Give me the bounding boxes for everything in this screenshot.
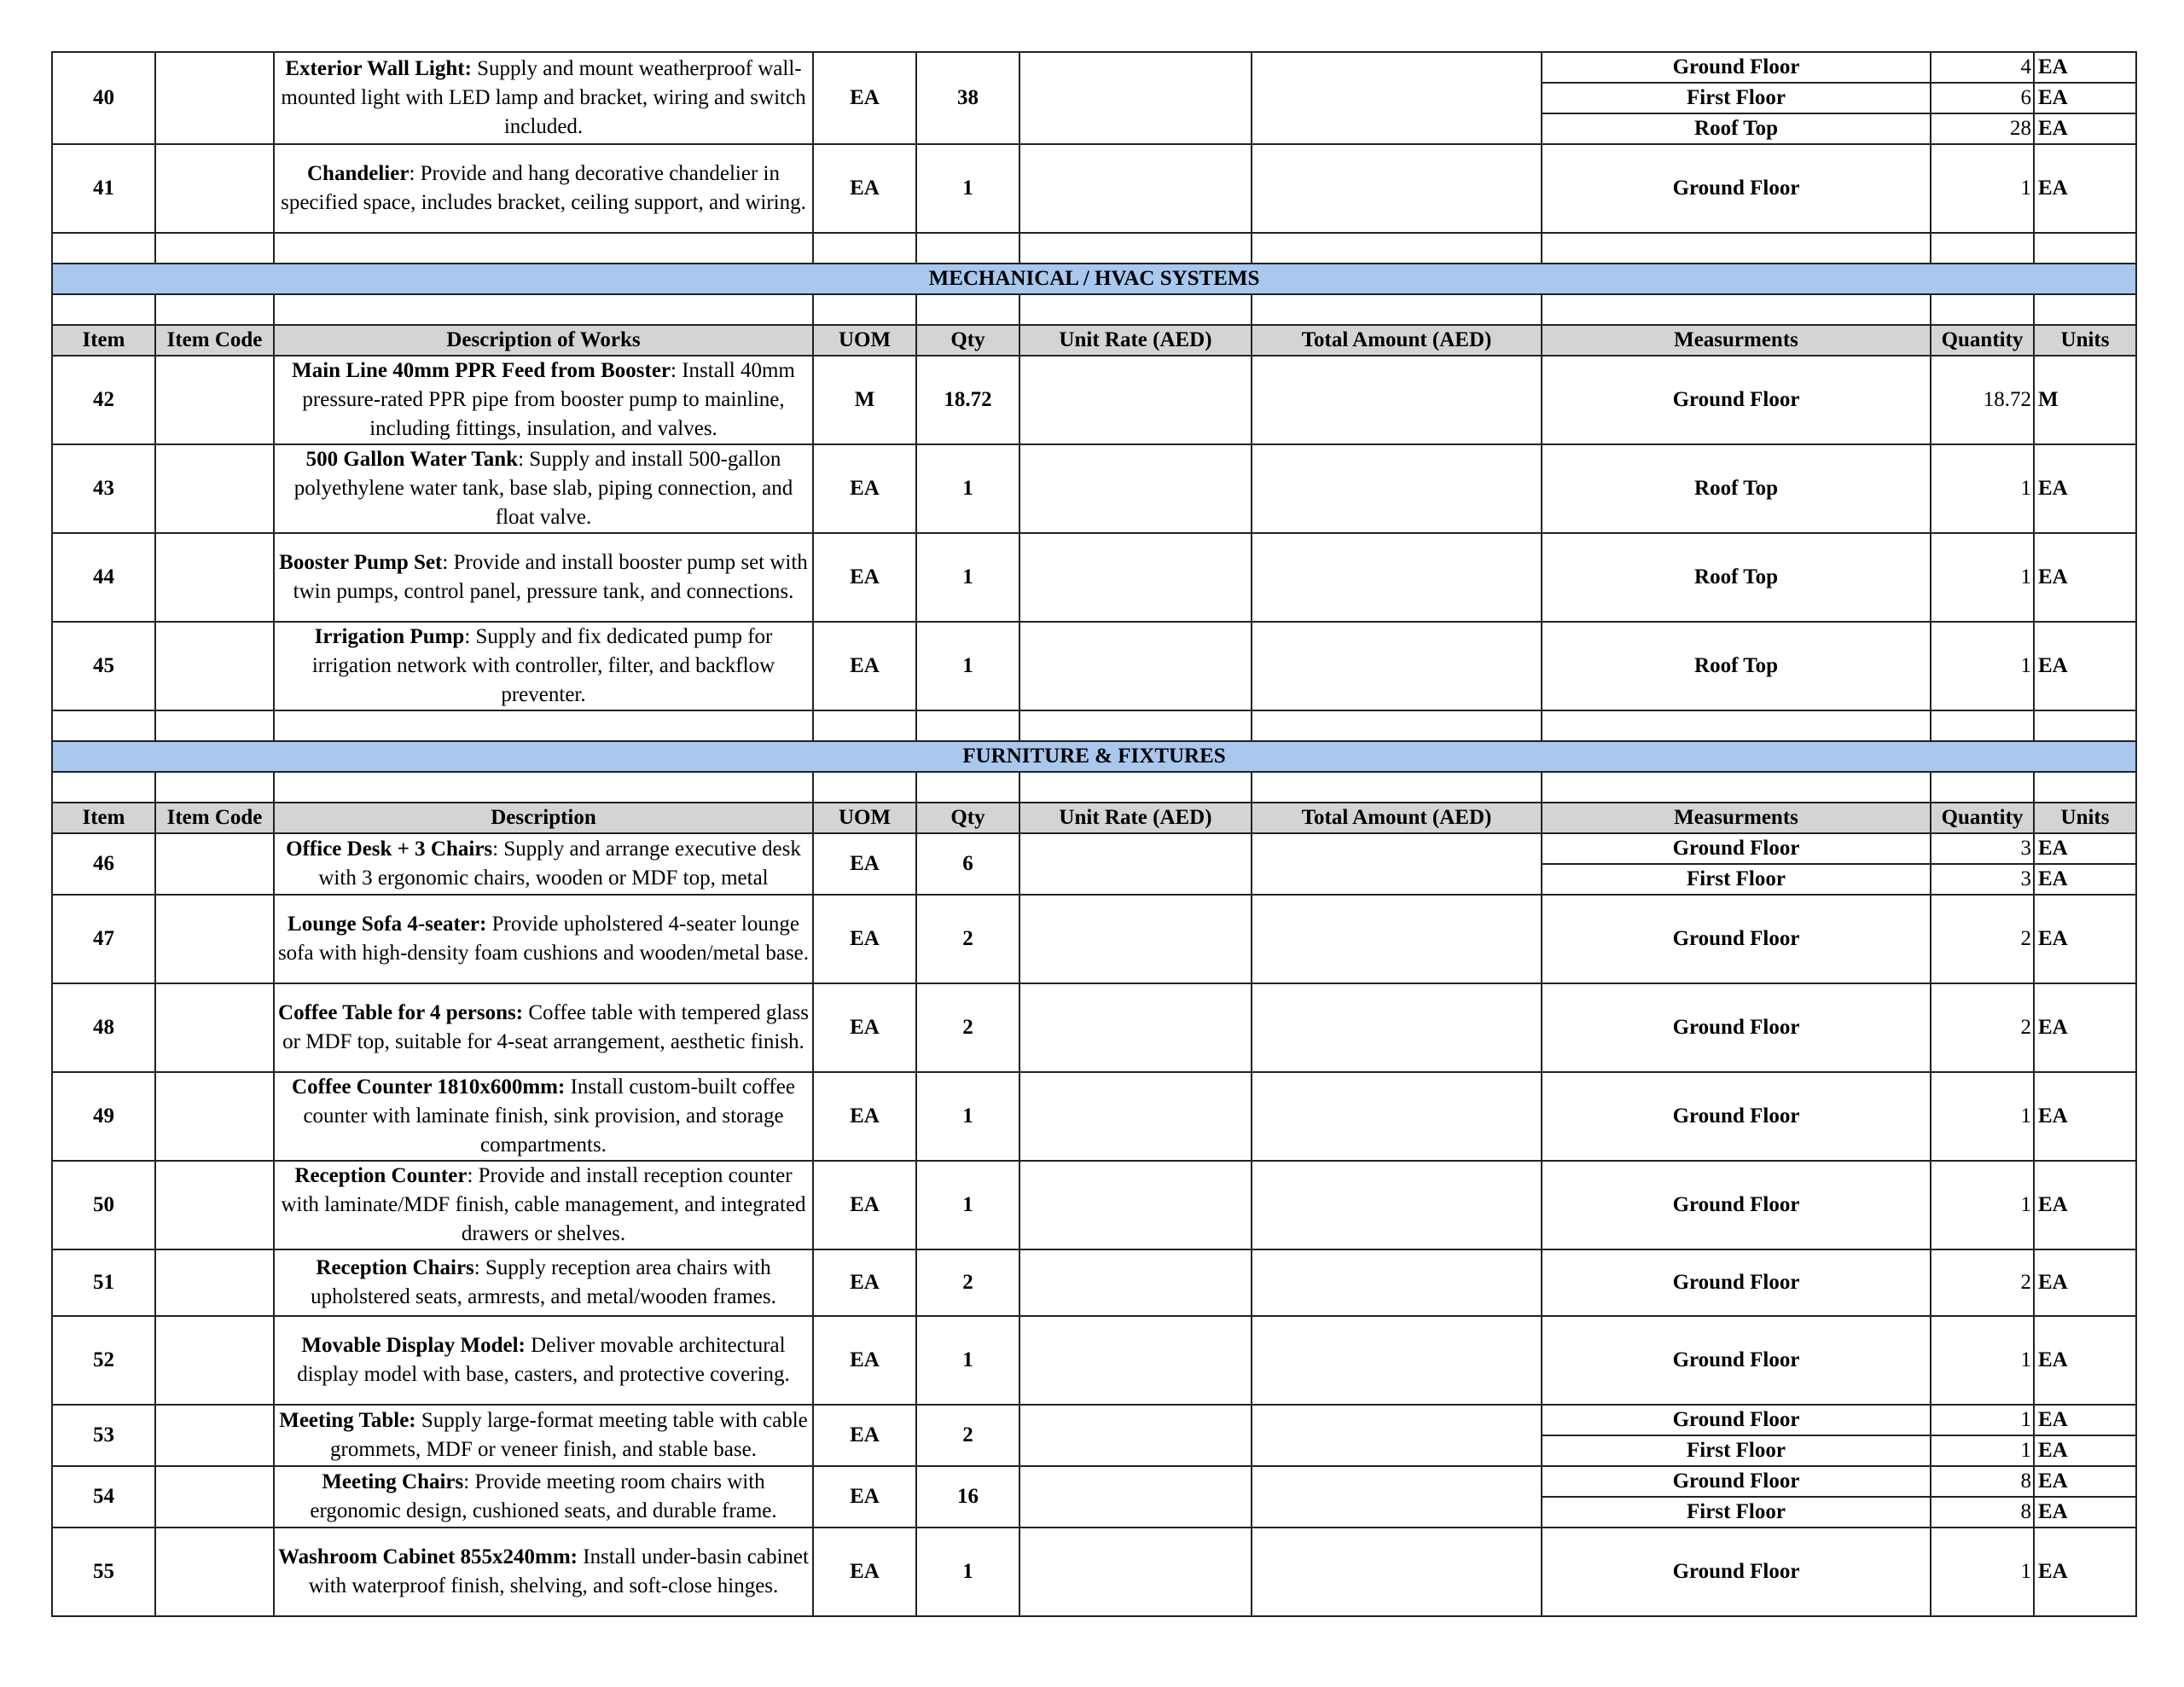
unit-rate-cell: [1019, 1072, 1252, 1161]
qty-cell: 16: [916, 1466, 1019, 1528]
description-title: Office Desk + 3 Chairs: [286, 838, 493, 861]
item-number: 54: [52, 1466, 155, 1528]
measurement-unit: EA: [2034, 1316, 2136, 1405]
spacer-row: [52, 710, 2136, 741]
empty-cell: [1542, 772, 1931, 803]
empty-cell: [2034, 710, 2136, 741]
table-row: [52, 622, 2136, 710]
column-header-code: Item Code: [155, 325, 274, 356]
uom-cell: M: [813, 356, 916, 444]
column-header-rate: Unit Rate (AED): [1019, 803, 1252, 833]
measurement-quantity: 1: [1931, 144, 2034, 233]
boq-sheet: [51, 51, 2137, 1617]
column-header-total: Total Amount (AED): [1252, 325, 1542, 356]
empty-cell: [916, 710, 1019, 741]
total-amount-cell: [1252, 444, 1542, 533]
empty-cell: [155, 710, 274, 741]
measurement-location: Ground Floor: [1542, 895, 1931, 983]
column-header-meas: Measurments: [1542, 325, 1931, 356]
table-row: [52, 833, 2136, 864]
measurement-location: Ground Floor: [1542, 356, 1931, 444]
measurement-location: Ground Floor: [1542, 983, 1931, 1072]
item-number: 46: [52, 833, 155, 895]
table-row: [52, 1249, 2136, 1316]
qty-cell: 18.72: [916, 356, 1019, 444]
unit-rate-cell: [1019, 144, 1252, 233]
measurement-quantity: 2: [1931, 1249, 2034, 1316]
empty-cell: [52, 233, 155, 264]
qty-cell: 2: [916, 1249, 1019, 1316]
item-number: 41: [52, 144, 155, 233]
uom-cell: EA: [813, 833, 916, 895]
description-cell: [274, 1405, 813, 1466]
description-text: : Provide meeting room chairs with ergonomic design, cushioned seats, and durable frame.: [310, 1470, 777, 1522]
item-number: 40: [52, 52, 155, 144]
description-title: Lounge Sofa 4-seater:: [288, 913, 487, 936]
measurement-location: Roof Top: [1542, 622, 1931, 710]
measurement-location: Ground Floor: [1542, 1316, 1931, 1405]
column-header-quantity: Quantity: [1931, 803, 2034, 833]
measurement-location: First Floor: [1542, 1497, 1931, 1528]
measurement-quantity: 3: [1931, 864, 2034, 895]
description-text: : Provide and hang decorative chandelier in specified space, includes bracket, ceiling support, and wiring.: [281, 162, 806, 214]
description-text: : Supply reception area chairs with upholstered seats, armrests, and metal/wooden frames.: [311, 1256, 776, 1308]
item-code: [155, 144, 274, 233]
description-cell: [274, 52, 813, 144]
uom-cell: EA: [813, 1249, 916, 1316]
description-cell: [274, 1161, 813, 1249]
measurement-quantity: 1: [1931, 533, 2034, 622]
description-title: Coffee Counter 1810x600mm:: [292, 1075, 566, 1099]
measurement-quantity: 6: [1931, 83, 2034, 113]
empty-cell: [2034, 772, 2136, 803]
uom-cell: EA: [813, 1466, 916, 1528]
item-number: 42: [52, 356, 155, 444]
item-number: 53: [52, 1405, 155, 1466]
measurement-location: First Floor: [1542, 1435, 1931, 1466]
column-header-qty: Qty: [916, 803, 1019, 833]
column-header-desc: Description: [274, 803, 813, 833]
item-code: [155, 622, 274, 710]
uom-cell: EA: [813, 895, 916, 983]
description-text: Install custom-built coffee counter with laminate finish, sink provision, and storage compartments.: [303, 1075, 795, 1157]
empty-cell: [274, 294, 813, 325]
description-title: Reception Counter: [294, 1164, 468, 1187]
total-amount-cell: [1252, 144, 1542, 233]
description-cell: [274, 1528, 813, 1616]
total-amount-cell: [1252, 533, 1542, 622]
table-row: [52, 356, 2136, 444]
empty-cell: [274, 710, 813, 741]
spacer-row: [52, 294, 2136, 325]
column-header-desc: Description of Works: [274, 325, 813, 356]
item-number: 50: [52, 1161, 155, 1249]
description-text: Coffee table with tempered glass or MDF top, suitable for 4-seat arrangement, aesthetic finish.: [282, 1001, 809, 1053]
column-header-uom: UOM: [813, 325, 916, 356]
empty-cell: [52, 710, 155, 741]
empty-cell: [2034, 294, 2136, 325]
measurement-unit: EA: [2034, 1435, 2136, 1466]
column-header-units: Units: [2034, 325, 2136, 356]
measurement-location: Ground Floor: [1542, 52, 1931, 83]
measurement-location: Ground Floor: [1542, 1466, 1931, 1497]
empty-cell: [52, 294, 155, 325]
measurement-quantity: 3: [1931, 833, 2034, 864]
measurement-location: Ground Floor: [1542, 1528, 1931, 1616]
measurement-quantity: 1: [1931, 1405, 2034, 1435]
table-row: [52, 895, 2136, 983]
measurement-unit: EA: [2034, 1161, 2136, 1249]
empty-cell: [813, 772, 916, 803]
total-amount-cell: [1252, 1405, 1542, 1466]
measurement-quantity: 4: [1931, 52, 2034, 83]
column-header-row: [52, 803, 2136, 833]
unit-rate-cell: [1019, 833, 1252, 895]
column-header-qty: Qty: [916, 325, 1019, 356]
measurement-quantity: 8: [1931, 1497, 2034, 1528]
total-amount-cell: [1252, 356, 1542, 444]
item-code: [155, 444, 274, 533]
description-title: Meeting Chairs: [322, 1470, 464, 1493]
measurement-unit: EA: [2034, 533, 2136, 622]
empty-cell: [274, 772, 813, 803]
item-code: [155, 895, 274, 983]
measurement-quantity: 8: [1931, 1466, 2034, 1497]
qty-cell: 6: [916, 833, 1019, 895]
measurement-location: Ground Floor: [1542, 1405, 1931, 1435]
description-cell: [274, 444, 813, 533]
empty-cell: [916, 233, 1019, 264]
measurement-unit: EA: [2034, 83, 2136, 113]
unit-rate-cell: [1019, 983, 1252, 1072]
measurement-unit: EA: [2034, 52, 2136, 83]
item-number: 47: [52, 895, 155, 983]
measurement-unit: EA: [2034, 1466, 2136, 1497]
unit-rate-cell: [1019, 1405, 1252, 1466]
item-code: [155, 1466, 274, 1528]
column-header-meas: Measurments: [1542, 803, 1931, 833]
qty-cell: 1: [916, 1072, 1019, 1161]
measurement-unit: EA: [2034, 144, 2136, 233]
empty-cell: [1252, 294, 1542, 325]
column-header-item: Item: [52, 325, 155, 356]
empty-cell: [1931, 294, 2034, 325]
measurement-quantity: 2: [1931, 895, 2034, 983]
uom-cell: EA: [813, 1161, 916, 1249]
spacer-row: [52, 772, 2136, 803]
measurement-location: First Floor: [1542, 83, 1931, 113]
measurement-unit: EA: [2034, 983, 2136, 1072]
measurement-location: Ground Floor: [1542, 1072, 1931, 1161]
uom-cell: EA: [813, 1072, 916, 1161]
measurement-unit: EA: [2034, 622, 2136, 710]
item-number: 43: [52, 444, 155, 533]
empty-cell: [274, 233, 813, 264]
measurement-quantity: 1: [1931, 1072, 2034, 1161]
description-text: : Install 40mm pressure-rated PPR pipe from booster pump to mainline, including fittings, insulation, and valves.: [302, 359, 795, 440]
uom-cell: EA: [813, 1528, 916, 1616]
item-code: [155, 1161, 274, 1249]
empty-cell: [1931, 233, 2034, 264]
description-cell: [274, 833, 813, 895]
measurement-unit: EA: [2034, 444, 2136, 533]
description-cell: [274, 1249, 813, 1316]
measurement-quantity: 18.72: [1931, 356, 2034, 444]
description-text: Provide upholstered 4-seater lounge sofa with high-density foam cushions and wooden/metal base.: [277, 913, 810, 965]
qty-cell: 38: [916, 52, 1019, 144]
total-amount-cell: [1252, 1316, 1542, 1405]
table-row: [52, 1161, 2136, 1249]
uom-cell: EA: [813, 444, 916, 533]
empty-cell: [2034, 233, 2136, 264]
measurement-quantity: 1: [1931, 622, 2034, 710]
table-row: [52, 1072, 2136, 1161]
unit-rate-cell: [1019, 1161, 1252, 1249]
empty-cell: [813, 294, 916, 325]
table-row: [52, 983, 2136, 1072]
measurement-location: Ground Floor: [1542, 1161, 1931, 1249]
measurement-unit: EA: [2034, 1528, 2136, 1616]
total-amount-cell: [1252, 1072, 1542, 1161]
item-code: [155, 533, 274, 622]
description-text: Install under-basin cabinet with waterproof finish, shelving, and soft-close hinges.: [308, 1545, 809, 1597]
measurement-unit: M: [2034, 356, 2136, 444]
description-title: Coffee Table for 4 persons:: [278, 1001, 524, 1024]
column-header-quantity: Quantity: [1931, 325, 2034, 356]
uom-cell: EA: [813, 52, 916, 144]
table-row: [52, 1466, 2136, 1497]
qty-cell: 1: [916, 622, 1019, 710]
measurement-unit: EA: [2034, 1072, 2136, 1161]
qty-cell: 1: [916, 1528, 1019, 1616]
qty-cell: 2: [916, 983, 1019, 1072]
description-title: Washroom Cabinet 855x240mm:: [278, 1545, 578, 1568]
empty-cell: [1019, 772, 1252, 803]
column-header-row: [52, 325, 2136, 356]
total-amount-cell: [1252, 622, 1542, 710]
measurement-location: First Floor: [1542, 864, 1931, 895]
description-cell: [274, 895, 813, 983]
description-title: Reception Chairs: [316, 1256, 474, 1279]
measurement-quantity: 2: [1931, 983, 2034, 1072]
description-title: Exterior Wall Light:: [285, 57, 472, 80]
item-code: [155, 983, 274, 1072]
unit-rate-cell: [1019, 622, 1252, 710]
description-text: Deliver movable architectural display model with base, casters, and protective covering.: [297, 1334, 790, 1386]
uom-cell: EA: [813, 144, 916, 233]
uom-cell: EA: [813, 533, 916, 622]
empty-cell: [1252, 710, 1542, 741]
column-header-units: Units: [2034, 803, 2136, 833]
table-row: [52, 144, 2136, 233]
measurement-unit: EA: [2034, 895, 2136, 983]
uom-cell: EA: [813, 1316, 916, 1405]
empty-cell: [1019, 710, 1252, 741]
item-code: [155, 356, 274, 444]
item-code: [155, 1072, 274, 1161]
column-header-uom: UOM: [813, 803, 916, 833]
empty-cell: [1252, 233, 1542, 264]
section-title: MECHANICAL / HVAC SYSTEMS: [52, 264, 2136, 294]
measurement-quantity: 1: [1931, 1528, 2034, 1616]
total-amount-cell: [1252, 833, 1542, 895]
measurement-quantity: 1: [1931, 1435, 2034, 1466]
column-header-item: Item: [52, 803, 155, 833]
description-title: Irrigation Pump: [314, 625, 465, 648]
empty-cell: [1931, 710, 2034, 741]
item-number: 48: [52, 983, 155, 1072]
section-title: FURNITURE & FIXTURES: [52, 741, 2136, 772]
qty-cell: 2: [916, 1405, 1019, 1466]
empty-cell: [155, 294, 274, 325]
column-header-code: Item Code: [155, 803, 274, 833]
description-title: 500 Gallon Water Tank: [305, 448, 519, 471]
column-header-rate: Unit Rate (AED): [1019, 325, 1252, 356]
table-row: [52, 444, 2136, 533]
empty-cell: [1542, 710, 1931, 741]
table-row: [52, 1405, 2136, 1435]
total-amount-cell: [1252, 1466, 1542, 1528]
empty-cell: [155, 772, 274, 803]
empty-cell: [813, 710, 916, 741]
measurement-unit: EA: [2034, 833, 2136, 864]
table-row: [52, 533, 2136, 622]
description-cell: [274, 144, 813, 233]
item-code: [155, 1405, 274, 1466]
item-number: 49: [52, 1072, 155, 1161]
item-number: 44: [52, 533, 155, 622]
empty-cell: [1019, 294, 1252, 325]
measurement-location: Ground Floor: [1542, 833, 1931, 864]
item-code: [155, 1249, 274, 1316]
measurement-location: Roof Top: [1542, 113, 1931, 144]
description-cell: [274, 1466, 813, 1528]
description-text: : Supply and arrange executive desk with 3 ergonomic chairs, wooden or MDF top, metal: [318, 838, 801, 890]
item-code: [155, 1316, 274, 1405]
unit-rate-cell: [1019, 356, 1252, 444]
item-code: [155, 833, 274, 895]
qty-cell: 1: [916, 1316, 1019, 1405]
measurement-quantity: 1: [1931, 1316, 2034, 1405]
unit-rate-cell: [1019, 1249, 1252, 1316]
description-cell: [274, 533, 813, 622]
description-title: Chandelier: [306, 162, 410, 185]
section-heading-row: [52, 741, 2136, 772]
measurement-location: Roof Top: [1542, 444, 1931, 533]
measurement-unit: EA: [2034, 113, 2136, 144]
description-title: Main Line 40mm PPR Feed from Booster: [292, 359, 671, 382]
table-row: [52, 1528, 2136, 1616]
total-amount-cell: [1252, 1528, 1542, 1616]
measurement-quantity: 28: [1931, 113, 2034, 144]
item-number: 51: [52, 1249, 155, 1316]
empty-cell: [1542, 294, 1931, 325]
qty-cell: 1: [916, 1161, 1019, 1249]
description-text: : Provide and install reception counter with laminate/MDF finish, cable management, and integrated drawers or shelves.: [281, 1164, 806, 1245]
measurement-unit: EA: [2034, 864, 2136, 895]
empty-cell: [813, 233, 916, 264]
description-cell: [274, 1072, 813, 1161]
uom-cell: EA: [813, 622, 916, 710]
description-title: Meeting Table:: [279, 1409, 416, 1432]
measurement-unit: EA: [2034, 1405, 2136, 1435]
unit-rate-cell: [1019, 1528, 1252, 1616]
section-heading-row: [52, 264, 2136, 294]
unit-rate-cell: [1019, 533, 1252, 622]
unit-rate-cell: [1019, 895, 1252, 983]
description-text: Supply large-format meeting table with cable grommets, MDF or veneer finish, and stable base.: [330, 1409, 808, 1461]
total-amount-cell: [1252, 52, 1542, 144]
qty-cell: 1: [916, 444, 1019, 533]
empty-cell: [916, 294, 1019, 325]
empty-cell: [1252, 772, 1542, 803]
measurement-location: Ground Floor: [1542, 144, 1931, 233]
total-amount-cell: [1252, 983, 1542, 1072]
table-row: [52, 52, 2136, 83]
empty-cell: [155, 233, 274, 264]
qty-cell: 1: [916, 144, 1019, 233]
measurement-unit: EA: [2034, 1249, 2136, 1316]
description-text: Supply and mount weatherproof wall-mounted light with LED lamp and bracket, wiring and switch included.: [281, 57, 806, 138]
column-header-total: Total Amount (AED): [1252, 803, 1542, 833]
description-text: : Supply and install 500-gallon polyethylene water tank, base slab, piping connection, and float valve.: [293, 448, 793, 529]
table-row: [52, 1316, 2136, 1405]
spacer-row: [52, 233, 2136, 264]
description-text: : Supply and fix dedicated pump for irrigation network with controller, filter, and backflow preventer.: [311, 625, 775, 706]
measurement-location: Ground Floor: [1542, 1249, 1931, 1316]
empty-cell: [1542, 233, 1931, 264]
description-cell: [274, 622, 813, 710]
measurement-quantity: 1: [1931, 444, 2034, 533]
unit-rate-cell: [1019, 444, 1252, 533]
unit-rate-cell: [1019, 1466, 1252, 1528]
unit-rate-cell: [1019, 1316, 1252, 1405]
description-cell: [274, 1316, 813, 1405]
total-amount-cell: [1252, 1161, 1542, 1249]
item-code: [155, 1528, 274, 1616]
measurement-unit: EA: [2034, 1497, 2136, 1528]
description-cell: [274, 983, 813, 1072]
empty-cell: [1019, 233, 1252, 264]
item-code: [155, 52, 274, 144]
item-number: 52: [52, 1316, 155, 1405]
item-number: 55: [52, 1528, 155, 1616]
description-cell: [274, 356, 813, 444]
empty-cell: [52, 772, 155, 803]
description-title: Movable Display Model:: [301, 1334, 526, 1357]
description-title: Booster Pump Set: [279, 551, 443, 574]
total-amount-cell: [1252, 895, 1542, 983]
empty-cell: [916, 772, 1019, 803]
item-number: 45: [52, 622, 155, 710]
qty-cell: 2: [916, 895, 1019, 983]
total-amount-cell: [1252, 1249, 1542, 1316]
unit-rate-cell: [1019, 52, 1252, 144]
uom-cell: EA: [813, 1405, 916, 1466]
qty-cell: 1: [916, 533, 1019, 622]
measurement-quantity: 1: [1931, 1161, 2034, 1249]
measurement-location: Roof Top: [1542, 533, 1931, 622]
empty-cell: [1931, 772, 2034, 803]
uom-cell: EA: [813, 983, 916, 1072]
description-text: : Provide and install booster pump set with twin pumps, control panel, pressure tank, and connections.: [293, 551, 808, 603]
